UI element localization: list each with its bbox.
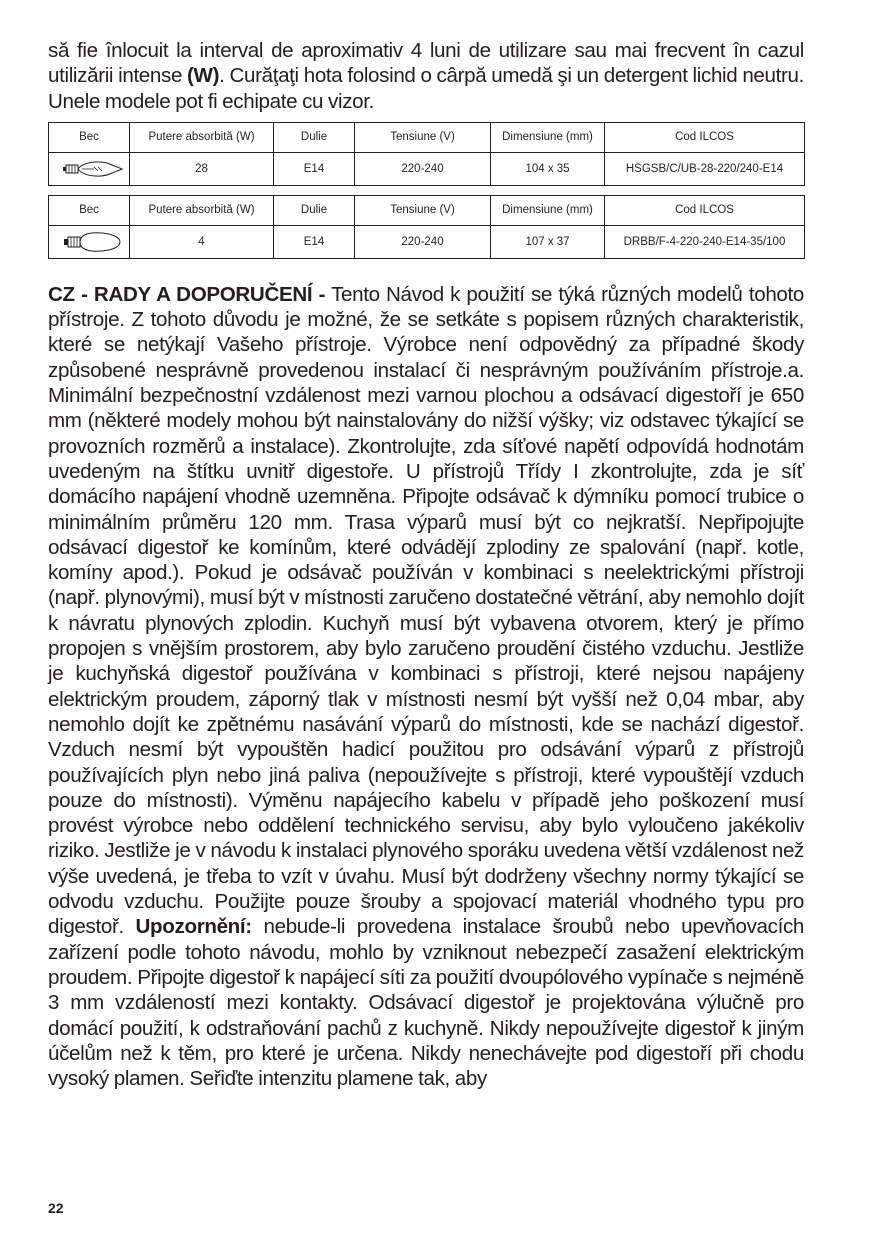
cell-ilcos: HSGSB/C/UB-28-220/240-E14 — [605, 152, 805, 185]
cell-dimension: 104 x 35 — [491, 152, 605, 185]
cell-dimension: 107 x 37 — [491, 225, 605, 258]
header-ilcos: Cod ILCOS — [605, 195, 805, 225]
header-socket: Dulie — [274, 195, 355, 225]
cell-power: 28 — [130, 152, 274, 185]
page-content — [48, 38, 804, 1091]
header-socket: Dulie — [274, 122, 355, 152]
lamp-table-1 — [48, 122, 805, 186]
page-number: 22 — [48, 1200, 64, 1216]
header-dimension: Dimensiune (mm) — [491, 195, 605, 225]
intro-bold: (W) — [187, 64, 220, 88]
table-row — [49, 225, 805, 258]
header-ilcos: Cod ILCOS — [605, 122, 805, 152]
cell-voltage: 220-240 — [355, 225, 491, 258]
cell-power: 4 — [130, 225, 274, 258]
cz-text-1: Tento Návod k použití se týká různých modelů tohoto přístroje. Z tohoto důvodu je možné, že se setkáte s popisem různých charakteristik, které se netýkají Vašeho přístroje. Výrobce není odpovědný za případné škody způsobené nesprávně provedenou instalací či nesprávným používáním přístroje.a. Minimální bezpečnostní vzdálenost mezi varnou plochou a odsávací digestoří je 650 mm (některé modely mohou být nainstalovány do nižší výšky; viz odstavec týkající se provozních rozměrů a instalace). Zkontrolujte, zda síťové napětí odpovídá hodnotám uvedeným na štítku uvnitř digestoře. U přístrojů Třídy I zkontrolujte, zda je síť domácího napájení vhodně uzemněna. Připojte odsávač k dýmníku pomocí trubice o minimálním průměru 120 mm. Trasa výparů musí být co nejkratší. Nepřipojujte odsávací digestoř ke komínům, které odvádějí zplodiny ze spalování (např. kotle, komíny apod.). Pokud je odsávač používán v kombinaci s neelektrickými přístroji (např. plynovými), musí být v místnosti zaručeno dostatečné větrání, aby nemohlo dojít k návratu plynových zplodin. Kuchyň musí být vybavena otvorem, který je přímo propojen s vnějším prostorem, aby bylo zaručeno proudění čistého vzduchu. Jestliže je kuchyňská digestoř používána v kombinaci s přístroji, které nejsou napájeny elektrickým proudem, záporný tlak v místnosti nesmí být vyšší než 0,04 mbar, aby nemohlo dojít ke zpětnému nasávání výparů do místnosti, kde se nachází digestoř. Vzduch nesmí být vypouštěn hadicí použitou pro odsávání výparů z přístrojů používajících plyn nebo jiná paliva (nepoužívejte s přístroji, které vypouštějí vzduch pouze do místnosti). Výměnu napájecího kabelu v případě jeho poškození musí provést výrobce nebo oddělení technického servisu, aby bylo vyloučeno jakékoliv riziko. Jestliže je v návodu k instalaci plynového sporáku uvedena větší vzdálenost než výše uvedená, je třeba to vzít v úvahu. Musí být dodrženy všechny normy týkající se odvodu vzduchu. Použijte pouze šrouby a spojovací materiál vhodného typu pro digestoř. — [48, 282, 804, 939]
table-row — [49, 152, 805, 185]
lamp-table-2 — [48, 195, 805, 259]
intro-text: să fie înlocuit la interval de aproximativ 4 luni de utilizare sau mai frecvent în cazul utilizării intense — [48, 39, 804, 88]
intro-paragraph — [48, 38, 804, 114]
round-bulb-icon — [49, 225, 130, 258]
cell-socket: E14 — [274, 225, 355, 258]
header-voltage: Tensiune (V) — [355, 122, 491, 152]
cz-heading: CZ - RADY A DOPORUČENÍ - — [48, 282, 326, 306]
candle-bulb-icon — [49, 152, 130, 185]
table-header-row — [49, 195, 805, 225]
header-power: Putere absorbită (W) — [130, 122, 274, 152]
cell-socket: E14 — [274, 152, 355, 185]
intro-text-2: . Curăţaţi hota folosind o cârpă umedă şi un detergent lichid neutru. Unele modele pot fi echipate cu vizor. — [48, 64, 804, 113]
header-bec: Bec — [49, 195, 130, 225]
cell-voltage: 220-240 — [355, 152, 491, 185]
header-dimension: Dimensiune (mm) — [491, 122, 605, 152]
header-voltage: Tensiune (V) — [355, 195, 491, 225]
header-power: Putere absorbită (W) — [130, 195, 274, 225]
cell-ilcos: DRBB/F-4-220-240-E14-35/100 — [605, 225, 805, 258]
header-bec: Bec — [49, 122, 130, 152]
table-header-row — [49, 122, 805, 152]
cz-section-paragraph — [48, 282, 804, 1092]
cz-warning-label: Upozornění: — [135, 915, 252, 939]
cz-text-2: nebude-li provedena instalace šroubů nebo upevňovacích zařízení podle tohoto návodu, mohlo by vzniknout nebezpečí zasažení elektrickým proudem. Připojte digestoř k napájecí síti za použití dvoupólového vypínače s nejméně 3 mm vzdáleností mezi kontakty. Odsávací digestoř je projektována výlučně pro domácí použití, k odstraňování pachů z kuchyně. Nikdy nepoužívejte digestoř k jiným účelům než k těm, pro které je určena. Nikdy nenechávejte pod digestoří při chodu vysoký plamen. Seřiďte intenzitu plamene tak, aby — [48, 915, 804, 1091]
